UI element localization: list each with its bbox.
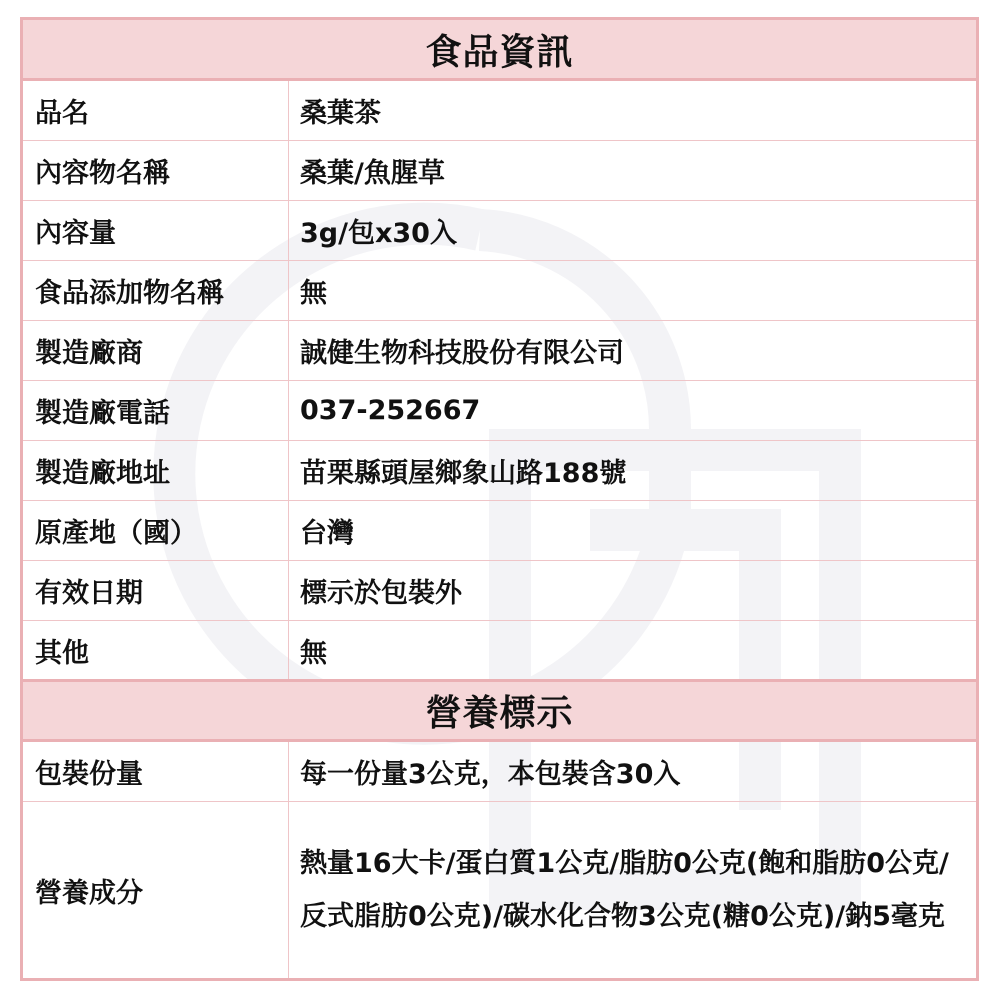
info-row (23, 381, 976, 441)
info-row (23, 441, 976, 501)
info-row (23, 81, 976, 141)
content-value: 熱量16大卡/蛋白質1公克/脂肪0公克(飽和脂肪0公克/反式脂肪0公克)/碳水化合物3公克(糖0公克)/鈉5毫克 (300, 848, 949, 932)
content-label: 營養成分 (35, 877, 143, 909)
info-label: 製造廠商 (35, 338, 143, 369)
info-label: 內容物名稱 (35, 158, 170, 189)
nutrition-serving-row (23, 742, 976, 802)
info-value: 台灣 (300, 518, 354, 549)
info-label: 製造廠電話 (35, 398, 170, 429)
info-value: 桑葉茶 (300, 98, 381, 129)
info-value: 無 (300, 278, 327, 309)
info-row (23, 501, 976, 561)
info-value: 標示於包裝外 (300, 578, 462, 609)
food-info-sheet (20, 17, 979, 981)
info-label: 製造廠地址 (35, 458, 170, 489)
info-row (23, 261, 976, 321)
info-label: 品名 (35, 98, 89, 129)
info-label: 其他 (35, 637, 89, 669)
serving-label: 包裝份量 (35, 759, 143, 790)
info-row (23, 561, 976, 621)
info-value: 037-252667 (300, 395, 481, 426)
info-label: 原產地（國） (35, 518, 197, 549)
info-value: 誠健生物科技股份有限公司 (300, 338, 624, 369)
info-row (23, 141, 976, 201)
info-row (23, 621, 976, 679)
nutrition-title: 營養標示 (23, 679, 976, 742)
info-label: 食品添加物名稱 (35, 278, 224, 309)
nutrition-content-row (23, 802, 976, 978)
info-row (23, 321, 976, 381)
info-row (23, 201, 976, 261)
info-value: 3g/包x30入 (300, 218, 457, 249)
info-value: 無 (300, 637, 327, 669)
info-label: 內容量 (35, 218, 116, 249)
info-value: 苗栗縣頭屋鄉象山路188號 (300, 458, 627, 489)
info-label: 有效日期 (35, 578, 143, 609)
serving-value: 每一份量3公克，本包裝含30入 (300, 759, 681, 790)
info-value: 桑葉/魚腥草 (300, 158, 445, 189)
food-info-title: 食品資訊 (23, 20, 976, 81)
